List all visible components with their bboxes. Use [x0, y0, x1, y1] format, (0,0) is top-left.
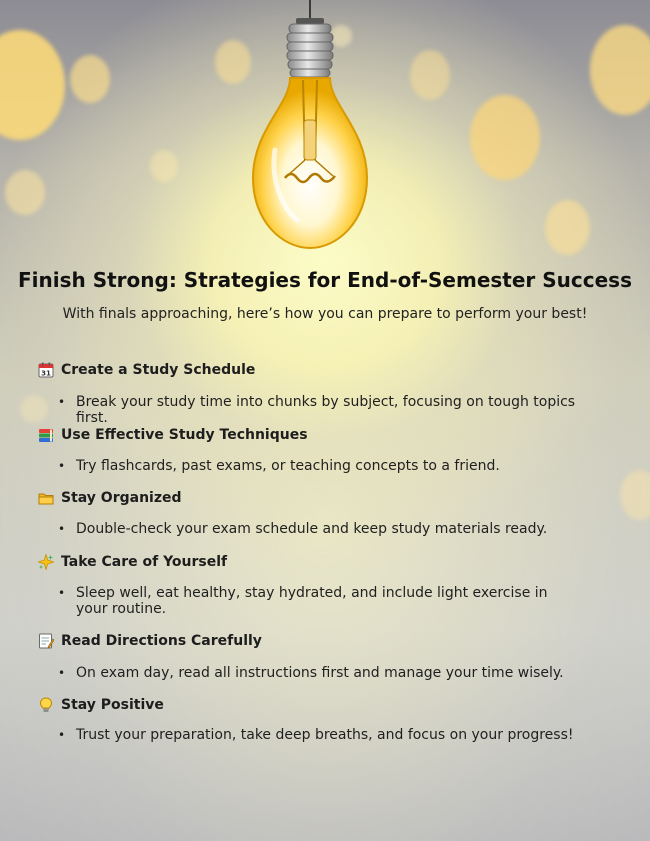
- section-heading-text: Take Care of Yourself: [61, 554, 228, 570]
- bullet-dot: •: [58, 522, 66, 536]
- list-item-text: Try flashcards, past exams, or teaching concepts to a friend.: [76, 458, 500, 474]
- section-heading: [38, 427, 308, 443]
- memo-icon: [38, 633, 54, 649]
- page-title: Finish Strong: Strategies for End-of-Semester Success: [18, 268, 632, 292]
- svg-text:31: 31: [41, 369, 51, 378]
- section-heading: [38, 490, 182, 506]
- section-heading: [38, 633, 262, 649]
- section-heading-text: Read Directions Carefully: [61, 633, 262, 649]
- list-item-text: Trust your preparation, take deep breaths, and focus on your progress!: [76, 727, 574, 743]
- bokeh-light: [590, 25, 650, 115]
- bokeh-light: [20, 395, 48, 423]
- folder-icon: [38, 490, 54, 506]
- list-item-text: Sleep well, eat healthy, stay hydrated, and include light exercise in your routine.: [76, 585, 548, 617]
- bullet-dot: •: [58, 395, 66, 409]
- list-item: [58, 458, 578, 474]
- section-heading-text: Stay Positive: [61, 697, 164, 713]
- list-item: [58, 394, 578, 426]
- bokeh-light: [410, 50, 450, 100]
- bullet-dot: •: [58, 586, 66, 600]
- bullet-dot: •: [58, 666, 66, 680]
- section-heading-text: Stay Organized: [61, 490, 182, 506]
- section-heading: [38, 697, 164, 713]
- section-heading-text: Use Effective Study Techniques: [61, 427, 308, 443]
- sparkle-icon: [38, 554, 54, 570]
- lightbulb-illustration-icon: [245, 0, 375, 255]
- bokeh-light: [545, 200, 590, 255]
- bokeh-light: [620, 470, 650, 520]
- bullet-dot: •: [58, 459, 66, 473]
- list-item: [58, 521, 578, 537]
- bullet-dot: •: [58, 728, 66, 742]
- section-heading-text: Create a Study Schedule: [61, 362, 256, 378]
- bokeh-light: [0, 30, 65, 140]
- bokeh-light: [470, 95, 540, 180]
- bokeh-light: [70, 55, 110, 103]
- calendar-icon: [38, 362, 54, 378]
- section-heading: [38, 362, 255, 378]
- list-item-text: On exam day, read all instructions first and manage your time wisely.: [76, 665, 564, 681]
- list-item: [58, 585, 578, 617]
- books-icon: [38, 427, 54, 443]
- list-item-text: Double-check your exam schedule and keep study materials ready.: [76, 521, 548, 537]
- list-item: [58, 727, 578, 743]
- lightbulb-icon: [38, 697, 54, 713]
- section-heading: [38, 554, 227, 570]
- list-item-text: Break your study time into chunks by subject, focusing on tough topics first.: [76, 394, 576, 426]
- bokeh-light: [150, 150, 178, 182]
- page-subtitle: With finals approaching, here’s how you can prepare to perform your best!: [62, 306, 588, 322]
- bokeh-light: [5, 170, 45, 215]
- list-item: [58, 665, 578, 681]
